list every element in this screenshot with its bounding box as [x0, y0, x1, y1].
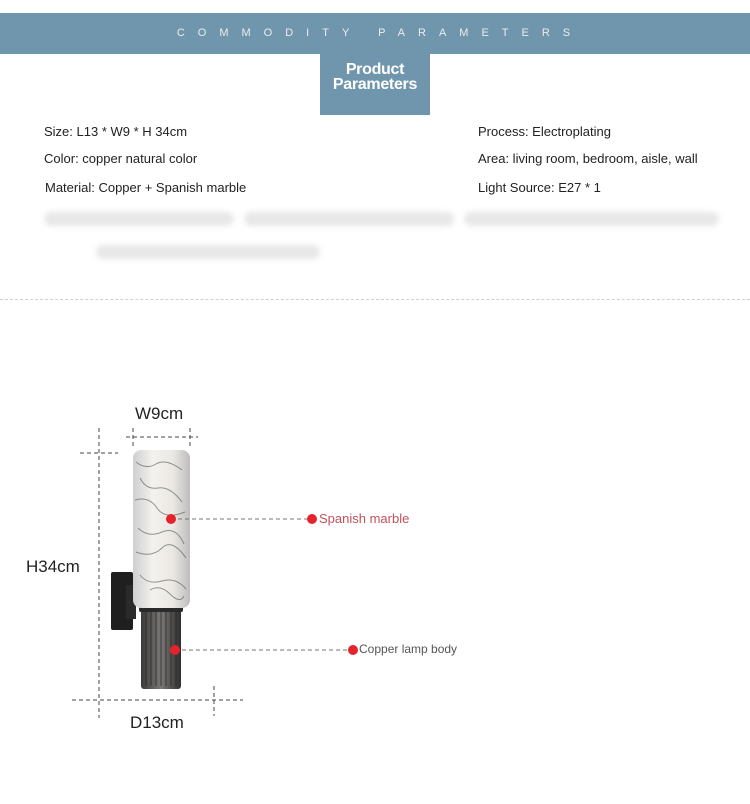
width-label: W9cm: [135, 404, 184, 423]
callout-copper-lamp-body: Copper lamp body: [359, 642, 458, 656]
body-label-dot: [348, 645, 358, 655]
spec-size: Size: L13 * W9 * H 34cm: [44, 124, 188, 139]
callout-lines: [171, 519, 353, 650]
spec-process: Process: Electroplating: [478, 124, 611, 139]
spec-light-source: Light Source: E27 * 1: [478, 180, 601, 195]
marble-point-dot: [166, 514, 176, 524]
spec-area: Area: living room, bedroom, aisle, wall: [478, 151, 698, 166]
height-label: H34cm: [26, 557, 80, 576]
callout-spanish-marble: Spanish marble: [319, 511, 410, 526]
spec-color: Color: copper natural color: [44, 151, 198, 166]
body-point-dot: [170, 645, 180, 655]
marble-label-dot: [307, 514, 317, 524]
callout-dots: [166, 514, 358, 655]
depth-label: D13cm: [130, 713, 184, 732]
badge-line-2: Parameters: [332, 76, 418, 93]
band-title: COMMODITY PARAMETERS: [176, 27, 584, 39]
badge-line-1: Product: [345, 61, 405, 78]
spec-material: Material: Copper + Spanish marble: [45, 180, 247, 195]
